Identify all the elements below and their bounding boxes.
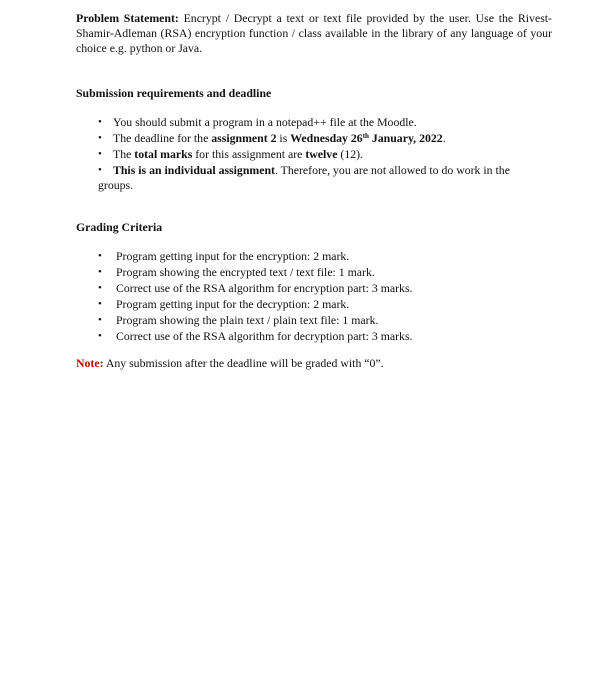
assignment-number: assignment 2 — [211, 131, 277, 145]
note-label: Note: — [76, 356, 104, 370]
bullet-icon: • — [98, 164, 102, 176]
bullet-icon: • — [98, 250, 102, 262]
problem-statement — [76, 11, 552, 56]
grading-item-text: Program getting input for the encryption: 2 mark. — [116, 249, 350, 263]
submission-heading: Submission requirements and deadline — [76, 86, 272, 100]
list-item — [98, 297, 552, 313]
list-item — [98, 115, 552, 131]
grading-list — [98, 249, 552, 345]
list-item — [98, 329, 552, 345]
bullet-icon: • — [98, 148, 102, 160]
bullet-icon: • — [98, 116, 102, 128]
submission-item-text: is — [276, 131, 291, 145]
submission-list — [98, 115, 552, 193]
list-item — [98, 281, 552, 297]
list-item — [98, 249, 552, 265]
submission-item-text: . Therefore, you are not allowed to do work in the — [274, 163, 510, 177]
grading-item-text: Program getting input for the decryption: 2 mark. — [116, 297, 350, 311]
list-item — [98, 163, 552, 193]
grading-item-text: Program showing the plain text / plain text file: 1 mark. — [116, 313, 379, 327]
submission-item-text: The deadline for the — [113, 131, 212, 145]
bullet-icon: • — [98, 282, 102, 294]
submission-item-text: groups. — [98, 178, 134, 192]
submission-item-text: The — [113, 147, 135, 161]
grading-heading: Grading Criteria — [76, 220, 163, 234]
deadline-date-rest: January, 2022 — [368, 131, 443, 145]
individual-assignment-label: This is an individual assignment — [113, 163, 275, 177]
problem-statement-label: Problem Statement: — [76, 11, 179, 25]
submission-item-text: for this assignment are — [192, 147, 306, 161]
note-text: Any submission after the deadline will be graded with “0”. — [103, 356, 384, 370]
total-marks-value: twelve — [305, 147, 338, 161]
list-item — [98, 147, 552, 163]
deadline-date: Wednesday 26 — [290, 131, 363, 145]
list-item — [98, 265, 552, 281]
grading-item-text: Correct use of the RSA algorithm for decryption part: 3 marks. — [116, 329, 413, 343]
submission-item-text: You should submit a program in a notepad++ file at the Moodle. — [113, 115, 417, 129]
submission-item-text: . — [442, 131, 446, 145]
ordinal-suffix: th — [362, 132, 369, 140]
submission-item-text: (12). — [337, 147, 363, 161]
bullet-icon: • — [98, 314, 102, 326]
note — [76, 356, 384, 371]
problem-statement-text: Encrypt / Decrypt a text or text file provided by the user. Use the Rivest-Shamir-Adleman (RSA) encryption function / class available in the library of any language of your choice e.g. python or Java. — [76, 11, 552, 55]
bullet-icon: • — [98, 298, 102, 310]
grading-item-text: Program showing the encrypted text / text file: 1 mark. — [116, 265, 375, 279]
bullet-icon: • — [98, 266, 102, 278]
list-item — [98, 313, 552, 329]
total-marks-label: total marks — [134, 147, 193, 161]
grading-item-text: Correct use of the RSA algorithm for encryption part: 3 marks. — [116, 281, 413, 295]
bullet-icon: • — [98, 132, 102, 144]
bullet-icon: • — [98, 330, 102, 342]
list-item — [98, 131, 552, 147]
